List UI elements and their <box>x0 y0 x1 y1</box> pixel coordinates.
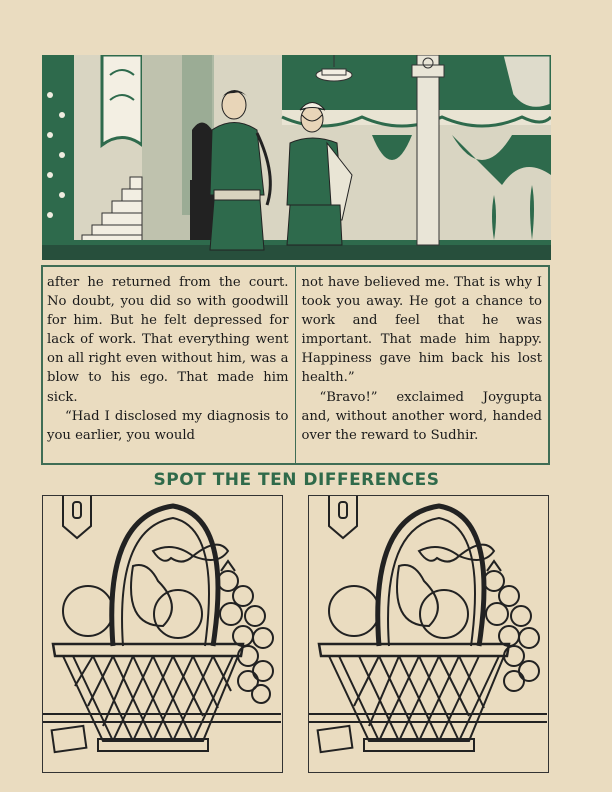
puzzle-panel-left <box>42 495 283 773</box>
story-right-column <box>296 267 549 463</box>
story-paragraph: after he returned from the court. No doubt, you did so with goodwill for him. But he felt depressed for lack of work. That everything went on all right even without him, was a blow to his ego. That made him sick. <box>47 275 289 405</box>
fruit-basket-drawing-right <box>309 496 547 771</box>
story-illustration <box>42 55 551 260</box>
story-text-box <box>41 265 550 465</box>
story-paragraph: “Had I disclosed my diagnosis to you earlier, you would <box>47 408 289 443</box>
story-paragraph: not have believed me. That is why I took you away. He got a chance to work and feel that he was important. That made him happy. Happiness gave him back his lost health.” <box>301 275 542 386</box>
puzzle-title: SPOT THE TEN DIFFERENCES <box>153 470 440 490</box>
story-paragraph: “Bravo!” exclaimed Joygupta and, without another word, handed over the reward to Sudhir. <box>301 389 542 443</box>
story-left-column <box>43 267 296 463</box>
puzzle-panel-right <box>308 495 549 773</box>
fruit-basket-drawing-left <box>43 496 281 771</box>
